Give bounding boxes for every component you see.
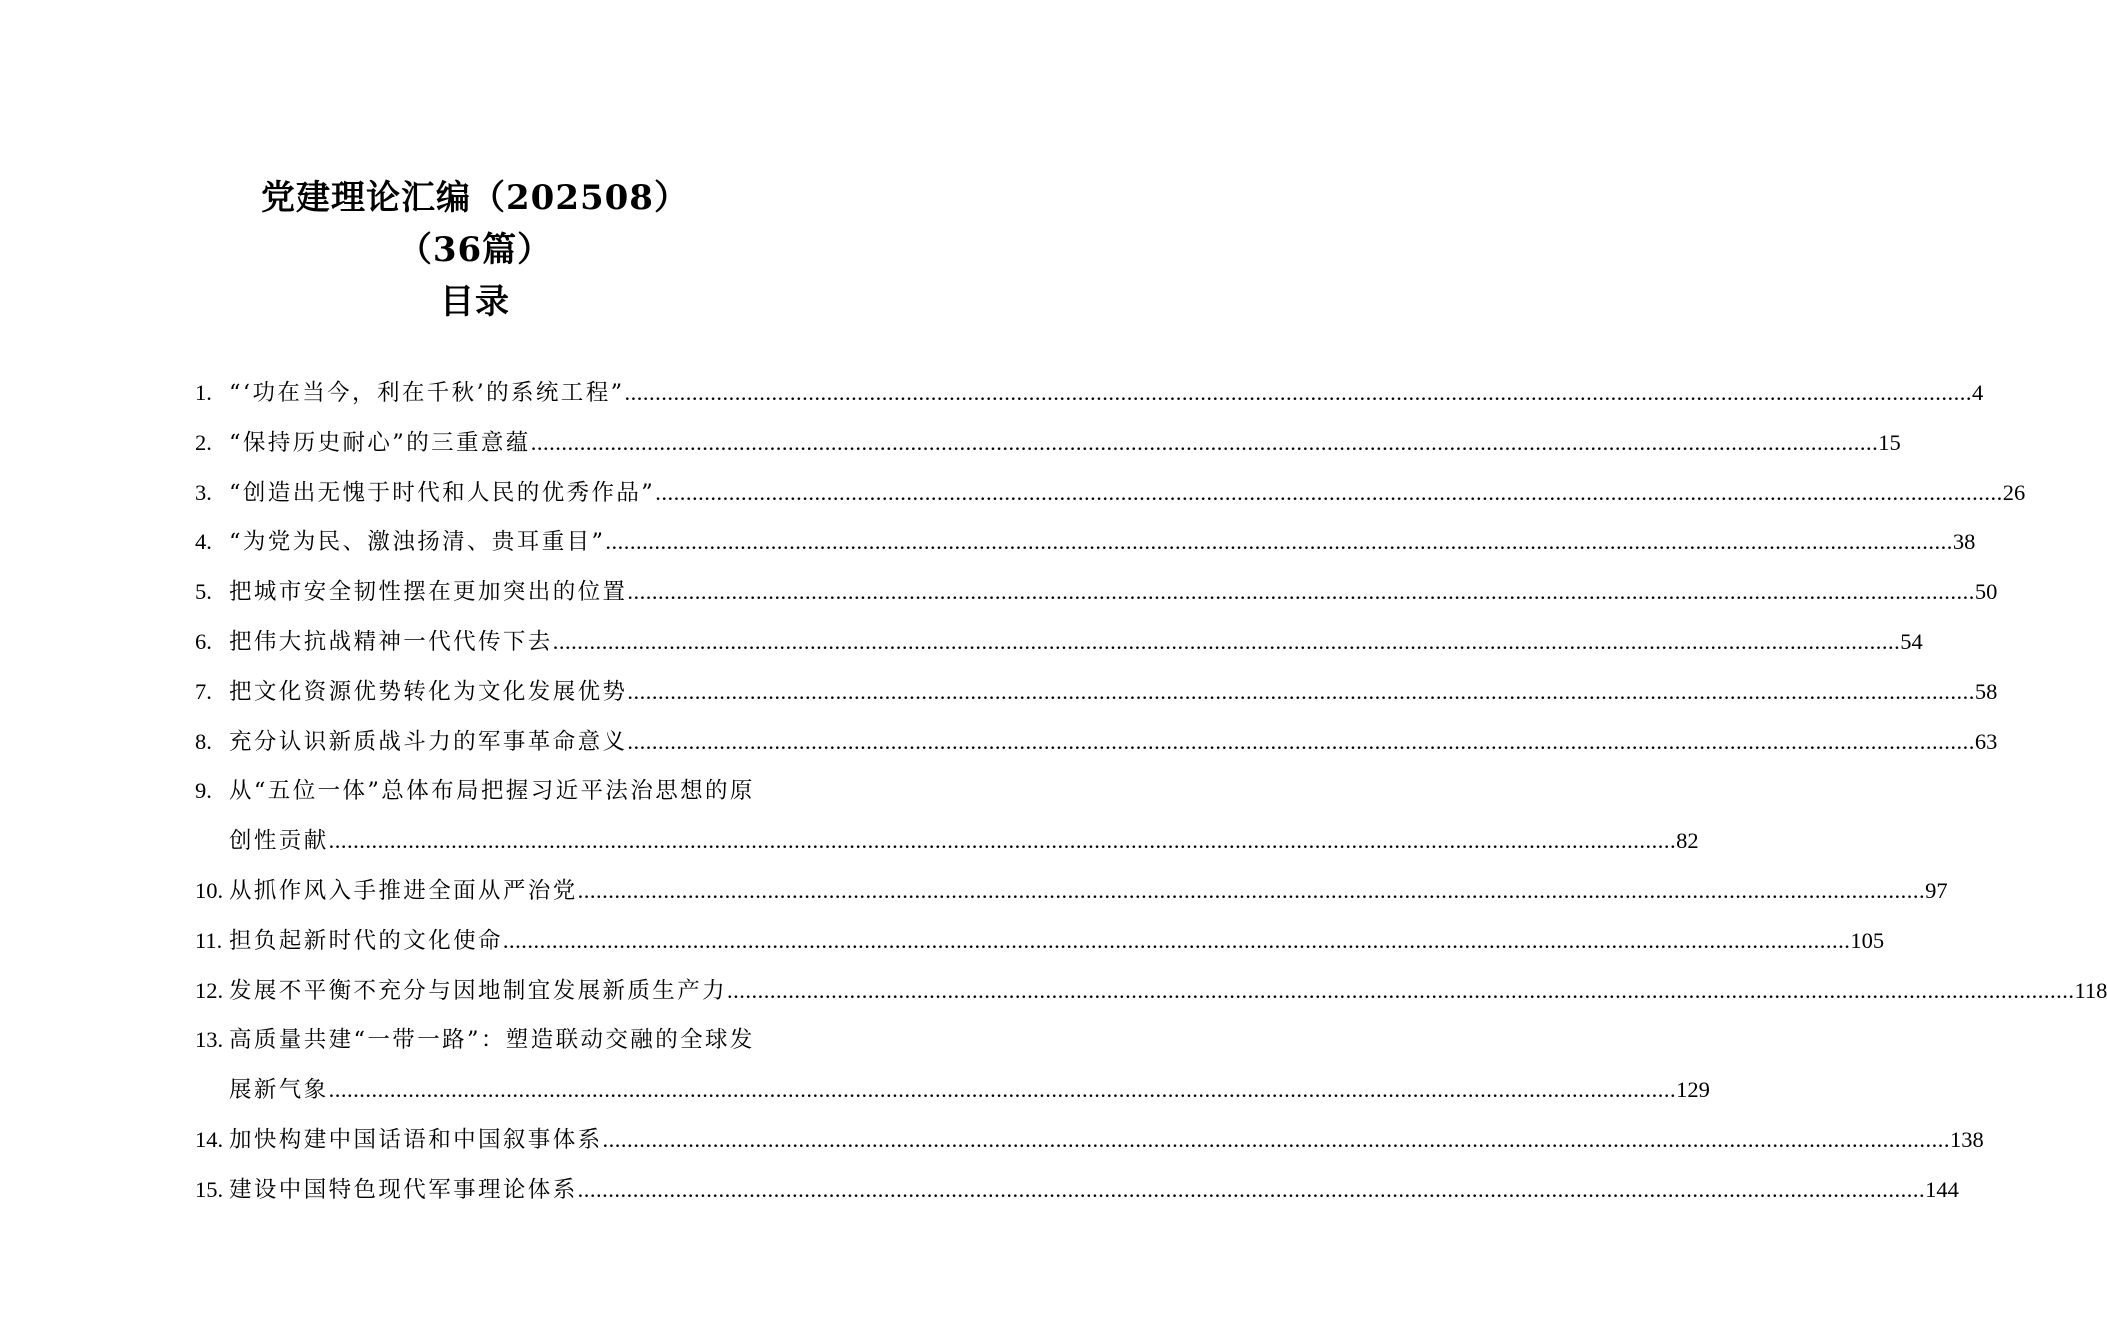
toc-entry-title: 把伟大抗战精神一代代传下去 [229,628,553,655]
toc-entry-title: “‘功在当今，利在千秋’的系统工程” [229,380,625,406]
toc-entry[interactable] [195,475,2026,525]
toc-entry-number: 5. [195,579,212,605]
toc-entry-page: 63 [1974,728,1998,754]
toc-entry-title: 把城市安全韧性摆在更加突出的位置 [229,579,628,606]
toc-entry-page: 50 [1974,579,1998,605]
toc-entry[interactable] [195,1022,807,1072]
toc-entry-page: 4 [1972,380,1984,405]
toc-entry-page: 38 [1952,529,1976,555]
toc-entry-continuation[interactable] [195,823,1699,873]
toc-entry-page: 26 [2002,479,2026,505]
toc-entry-title: 高质量共建“一带一路”：塑造联动交融的全球发 [229,1027,755,1054]
toc-leader-dots: ............................................................................................................................................................................................................................ [727,977,2075,1003]
toc-entry-number: 13. [195,1027,224,1053]
toc-entry[interactable] [195,773,807,823]
toc-leader-dots: ............................................................................................................................................................................................................................ [530,429,1879,455]
toc-entry-number: 10. [195,877,224,903]
toc-entry-number: 9. [195,778,212,804]
toc-leader-dots: ............................................................................................................................................................................................................................ [624,380,1973,405]
toc-entry-title: 充分认识新质战斗力的军事革命意义 [229,728,628,755]
toc-entry-title: 担负起新时代的文化使命 [229,927,503,954]
toc-entry-title-cont: 展新气象 [229,1077,329,1104]
toc-entry-number: 12. [195,977,224,1003]
toc-entry[interactable] [195,624,1923,674]
toc-leader-dots: ............................................................................................................................................................................................................................ [627,579,1975,605]
toc-entry-number: 14. [195,1126,224,1152]
toc-entry[interactable] [195,524,1976,574]
toc-leader-dots: ............................................................................................................................................................................................................................ [328,1077,1677,1103]
toc-entry[interactable] [195,674,1998,724]
toc-entry-continuation[interactable] [195,1072,1710,1122]
toc-entry-title: 加快构建中国话语和中国叙事体系 [229,1126,603,1153]
toc-entry-number: 1. [195,380,212,405]
toc-entry-number: 8. [195,728,212,754]
toc-entry[interactable] [195,375,1984,425]
toc-entry-page: 82 [1676,828,1699,854]
document-title: 党建理论汇编（202508） [261,178,689,218]
toc-entry-page: 15 [1878,429,1901,455]
toc-entry-number: 2. [195,429,212,455]
toc-entry[interactable] [195,574,1998,624]
toc-entry-page: 118 [2074,977,2107,1003]
toc-entry[interactable] [195,724,1998,774]
toc-entry[interactable] [195,973,2107,1023]
toc-entry[interactable] [195,923,1885,973]
toc-entry-page: 54 [1900,628,1923,654]
toc-leader-dots: ............................................................................................................................................................................................................................ [577,877,1926,903]
article-count: （36篇） [397,230,553,270]
toc-entry[interactable] [195,873,1948,923]
toc-entry-title: 建设中国特色现代军事理论体系 [229,1176,578,1203]
toc-leader-dots: ............................................................................................................................................................................................................................ [577,1176,1926,1202]
toc-entry-title: 发展不平衡不充分与因地制宜发展新质生产力 [229,977,728,1004]
toc-entry-title: “为党为民、激浊扬清、贵耳重目” [229,529,606,556]
toc-entry-title: “创造出无愧于时代和人民的优秀作品” [229,479,656,506]
toc-leader-dots: ............................................................................................................................................................................................................................ [627,678,1975,704]
toc-entry-page: 58 [1974,678,1998,704]
toc-entry-page: 105 [1850,927,1885,953]
toc-entry[interactable] [195,1172,1959,1222]
toc-entry-title: 从“五位一体”总体布局把握习近平法治思想的原 [229,778,755,805]
toc-entry-page: 97 [1925,877,1948,903]
toc-leader-dots: ............................................................................................................................................................................................................................ [605,529,1953,555]
toc-heading: 目录 [440,282,510,322]
toc-leader-dots: ............................................................................................................................................................................................................................ [602,1126,1951,1152]
toc-entry-title: 把文化资源优势转化为文化发展优势 [229,678,628,705]
toc-entry-number: 4. [195,529,212,555]
toc-entry-title: “保持历史耐心”的三重意蕴 [229,429,531,456]
toc-entry-number: 15. [195,1176,224,1202]
toc-entry-number: 3. [195,479,212,505]
toc-entry-title-cont: 创性贡献 [229,828,329,855]
toc-leader-dots: ............................................................................................................................................................................................................................ [627,728,1975,754]
toc-leader-dots: ............................................................................................................................................................................................................................ [328,828,1677,854]
toc-entry-title: 从抓作风入手推进全面从严治党 [229,877,578,904]
toc-leader-dots: ............................................................................................................................................................................................................................ [655,479,2003,505]
toc-leader-dots: ............................................................................................................................................................................................................................ [502,927,1851,953]
toc-entry-number: 7. [195,678,212,704]
toc-entry-page: 138 [1950,1126,1984,1152]
toc-entry[interactable] [195,1122,1984,1172]
document-title-block [0,172,950,328]
table-of-contents [195,375,2107,1222]
toc-entry[interactable] [195,425,1901,475]
toc-entry-page: 129 [1676,1077,1710,1103]
toc-entry-page: 144 [1925,1176,1959,1202]
toc-leader-dots: ............................................................................................................................................................................................................................ [552,628,1901,654]
toc-entry-number: 6. [195,628,212,654]
toc-entry-number: 11. [195,927,223,953]
